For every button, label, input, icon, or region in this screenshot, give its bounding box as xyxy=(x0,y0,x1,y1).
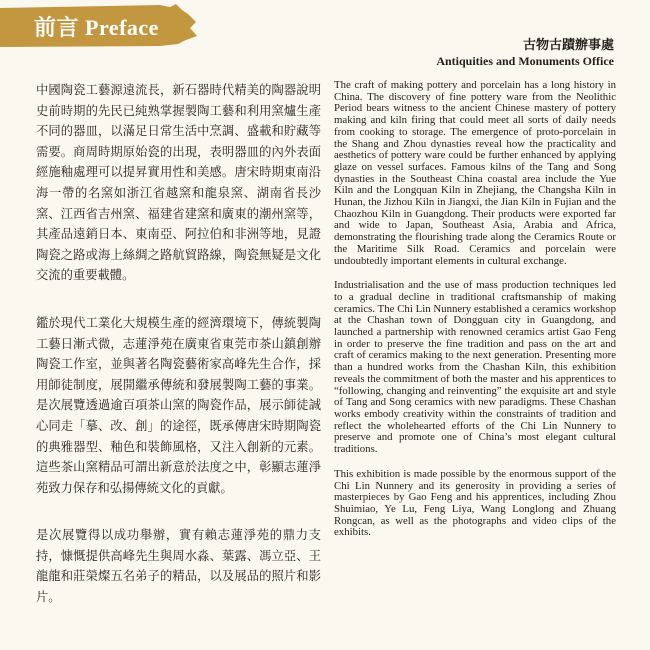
chinese-paragraph-1: 中國陶瓷工藝源遠流長，新石器時代精美的陶器說明史前時期的先民已純熟掌握製陶工藝和利用窯爐生產不同的器皿，以滿足日常生活中烹調、盛載和貯藏等需要。商周時期原始瓷的出現，表明器皿的內外表面經施釉處理可以提昇實用性和美感。唐宋時期東南沿海一帶的名窯如浙江省越窯和龍泉窯、湖南省長沙窯、江西省吉州窯、福建省建窯和廣東的潮州窯等，其產品遠銷日本、東南亞、阿拉伯和非洲等地，見證陶瓷之路或海上絲綢之路航貿路線，陶瓷無疑是文化交流的重要載體。 xyxy=(36,83,321,283)
english-paragraph-2: Industrialisation and the use of mass production techniques led to a gradual decline in traditional craftsmanship of making ceramics. The Chi Lin Nunnery established a ceramics workshop at the Chashan town of Dongguan city in Guangdong, and launched a partnership with renowned ceramics artist Gao Feng in order to preserve the fine tradition and pass on the art and craft of ceramics making to the next generation. Presenting more than a hundred works from the Chashan Kiln, this exhibition reveals the commitment of both the master and his apprentices to “following, changing and reinventing” the exquisite art and style of Tang and Song ceramics with new paradigms. These Chashan works embody creativity within the constraints of tradition and reflect the wholehearted efforts of the Chi Lin Nunnery to preserve and promote one of China’s most elegant cultural traditions. xyxy=(334,279,616,456)
page-title: 前言 Preface xyxy=(34,15,159,40)
office-name-english: Antiquities and Monuments Office xyxy=(436,54,614,68)
chinese-paragraph-3: 是次展覽得以成功舉辦，實有賴志蓮淨苑的鼎力支持，慷慨提供高峰先生與周水淼、葉露、馮立亞、王龍龍和莊榮燦五名弟子的精品，以及展品的照片和影片。 xyxy=(36,528,321,605)
office-name-chinese: 古物古蹟辦事處 xyxy=(522,37,614,52)
english-paragraph-3: This exhibition is made possible by the enormous support of the Chi Lin Nunnery and its generosity in providing a series of masterpieces by Gao Feng and his apprentices, including Zhou Shuimiao, Ye Lu, Feng Liya, Wang Longlong and Zhuang Rongcan, as well as the photographs and video clips of the exhibits. xyxy=(334,467,616,539)
office-credit xyxy=(436,36,614,69)
chinese-text-column xyxy=(36,80,321,635)
english-paragraph-1: The craft of making pottery and porcelain has a long history in China. The discovery of fine pottery ware from the Neolithic Period bears witness to the ancient Chinese mastery of pottery making and kiln firing that could meet all sorts of daily needs from cooking to storage. The emergence of proto-porcelain in the Shang and Zhou dynasties reveal how the practicality and aesthetics of pottery ware could be further enhanced by applying glaze on vessel surfaces. Famous kilns of the Tang and Song dynasties in the Southeast China coastal area include the Yue Kiln and the Longquan Kiln in Zhejiang, the Changsha Kiln in Hunan, the Jizhou Kiln in Jiangxi, the Jian Kiln in Fujian and the Chaozhou Kiln in Guangdong. Their products were exported far and wide to Japan, Southeast Asia, Arabia and Africa, demonstrating the flourishing trade along the Ceramics Route or the Maritime Silk Road. Ceramics and porcelain were undoubtedly important elements in cultural exchange. xyxy=(334,79,616,267)
english-text-column xyxy=(334,80,616,552)
chinese-paragraph-2: 鑑於現代工業化大規模生產的經濟環境下，傳統製陶工藝日漸式微，志蓮淨苑在廣東省東莞市茶山鎮創辦陶瓷工作室，並與著名陶瓷藝術家高峰先生合作，採用師徒制度，展開繼承傳統和發展製陶工藝的事業。是次展覽透過逾百項茶山窯的陶瓷作品，展示師徒誠心同走「摹、改、創」的途徑，既承傳唐宋時期陶瓷的典雅器型、釉色和裝飾風格，又注入創新的元素。這些茶山窯精品可謂出新意於法度之中，彰顯志蓮淨苑致力保存和弘揚傳統文化的貢獻。 xyxy=(36,315,321,495)
